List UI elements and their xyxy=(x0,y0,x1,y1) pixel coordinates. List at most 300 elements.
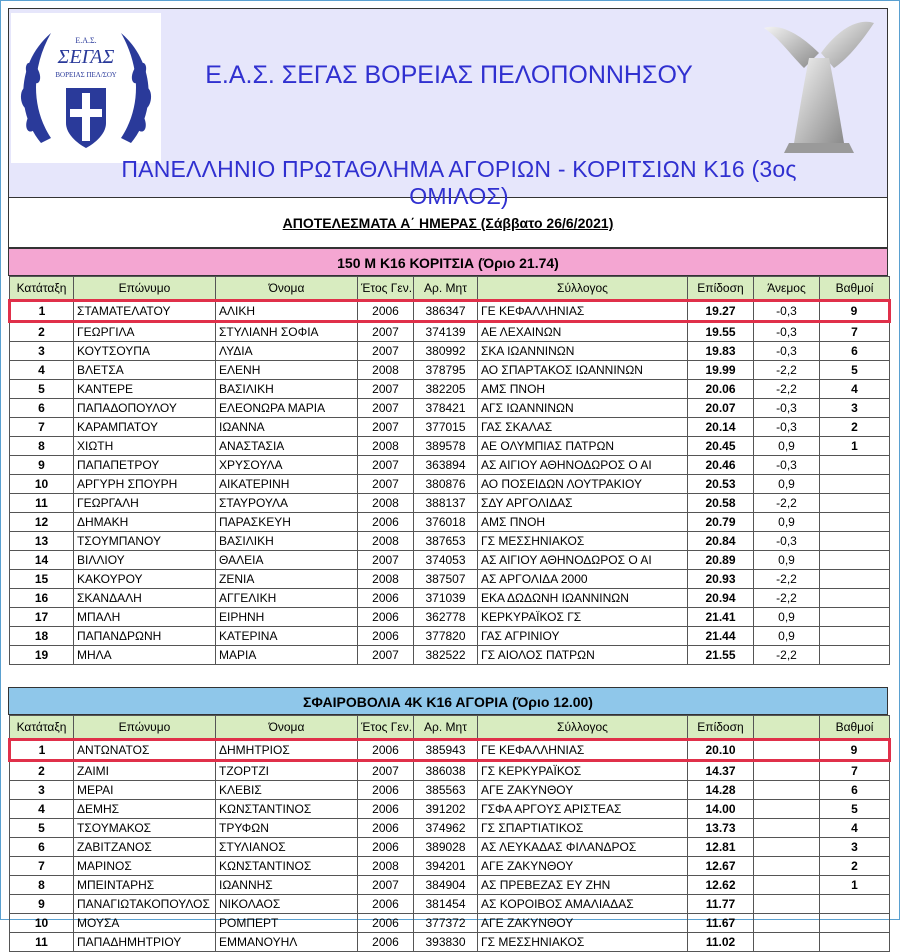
cell-reg-number: 374053 xyxy=(414,551,478,570)
cell-name: ΡΟΜΠΕΡΤ xyxy=(216,914,358,933)
cell-club: ΑΓΕ ΖΑΚΥΝΘΟΥ xyxy=(478,857,688,876)
segas-logo xyxy=(11,13,161,163)
cell-rank: 5 xyxy=(10,380,74,399)
cell-club: ΑΣ ΠΡΕΒΕΖΑΣ ΕΥ ΖΗΝ xyxy=(478,876,688,895)
cell-wind xyxy=(754,838,820,857)
col-header-birth-year: Έτος Γεν. xyxy=(358,716,414,740)
cell-birth-year: 2007 xyxy=(358,475,414,494)
cell-rank: 17 xyxy=(10,608,74,627)
cell-name: ΙΩΑΝΝΗΣ xyxy=(216,876,358,895)
cell-reg-number: 363894 xyxy=(414,456,478,475)
cell-name: ΚΩΝΣΤΑΝΤΙΝΟΣ xyxy=(216,857,358,876)
event-title-150m-girls: 150 Μ Κ16 ΚΟΡΙΤΣΙΑ (Όριο 21.74) xyxy=(8,248,888,276)
col-header-reg-number: Αρ. Μητ xyxy=(414,277,478,301)
cell-surname: ΚΑΚΟΥΡΟΥ xyxy=(74,570,216,589)
cell-reg-number: 387653 xyxy=(414,532,478,551)
cell-rank: 14 xyxy=(10,551,74,570)
cell-name: ΙΩΑΝΝΑ xyxy=(216,418,358,437)
col-header-wind: Άνεμος xyxy=(754,277,820,301)
cell-birth-year: 2006 xyxy=(358,933,414,952)
cell-surname: ΣΚΑΝΔΑΛΗ xyxy=(74,589,216,608)
cell-wind: -2,2 xyxy=(754,589,820,608)
cell-wind: -2,2 xyxy=(754,570,820,589)
cell-name: ΣΤΥΛΙΑΝΗ ΣΟΦΙΑ xyxy=(216,322,358,342)
table-row xyxy=(10,761,890,781)
cell-birth-year: 2008 xyxy=(358,570,414,589)
cell-reg-number: 378421 xyxy=(414,399,478,418)
cell-performance: 14.37 xyxy=(688,761,754,781)
cell-points xyxy=(820,532,890,551)
cell-points: 7 xyxy=(820,761,890,781)
cell-birth-year: 2006 xyxy=(358,914,414,933)
cell-points xyxy=(820,933,890,952)
cell-name: ΑΓΓΕΛΙΚΗ xyxy=(216,589,358,608)
table-row xyxy=(10,627,890,646)
cell-performance: 21.44 xyxy=(688,627,754,646)
cell-rank: 10 xyxy=(10,914,74,933)
cell-name: ΜΑΡΙΑ xyxy=(216,646,358,665)
cell-name: ΕΛΕΟΝΩΡΑ ΜΑΡΙΑ xyxy=(216,399,358,418)
cell-rank: 19 xyxy=(10,646,74,665)
cell-surname: ΒΙΛΛΙΟΥ xyxy=(74,551,216,570)
cell-rank: 3 xyxy=(10,781,74,800)
cell-birth-year: 2007 xyxy=(358,646,414,665)
cell-reg-number: 374962 xyxy=(414,819,478,838)
col-header-name: Όνομα xyxy=(216,277,358,301)
cell-points: 2 xyxy=(820,418,890,437)
cell-reg-number: 377372 xyxy=(414,914,478,933)
cell-points xyxy=(820,475,890,494)
cell-name: ΚΑΤΕΡΙΝΑ xyxy=(216,627,358,646)
cell-performance: 20.10 xyxy=(688,740,754,761)
cell-club: ΑΓΕ ΖΑΚΥΝΘΟΥ xyxy=(478,914,688,933)
cell-surname: ΒΛΕΤΣΑ xyxy=(74,361,216,380)
cell-wind xyxy=(754,876,820,895)
table-row xyxy=(10,876,890,895)
cell-performance: 11.67 xyxy=(688,914,754,933)
cell-club: ΑΕ ΛΕΧΑΙΝΩΝ xyxy=(478,322,688,342)
cell-reg-number: 362778 xyxy=(414,608,478,627)
cell-club: ΑΓΣ ΙΩΑΝΝΙΝΩΝ xyxy=(478,399,688,418)
cell-rank: 1 xyxy=(10,740,74,761)
cell-points xyxy=(820,456,890,475)
cell-surname: ΔΗΜΑΚΗ xyxy=(74,513,216,532)
cell-wind xyxy=(754,895,820,914)
table-row xyxy=(10,589,890,608)
table-row xyxy=(10,475,890,494)
cell-rank: 8 xyxy=(10,437,74,456)
cell-reg-number: 388137 xyxy=(414,494,478,513)
col-header-performance: Επίδοση xyxy=(688,277,754,301)
cell-rank: 7 xyxy=(10,857,74,876)
cell-club: ΓΣ ΣΠΑΡΤΙΑΤΙΚΟΣ xyxy=(478,819,688,838)
cell-performance: 12.81 xyxy=(688,838,754,857)
table-row xyxy=(10,513,890,532)
cell-birth-year: 2008 xyxy=(358,857,414,876)
cell-birth-year: 2007 xyxy=(358,761,414,781)
cell-performance: 20.89 xyxy=(688,551,754,570)
cell-performance: 12.67 xyxy=(688,857,754,876)
cell-points xyxy=(820,914,890,933)
table-row xyxy=(10,895,890,914)
cell-club: ΑΣ ΑΙΓΙΟΥ ΑΘΗΝΟΔΩΡΟΣ Ο ΑΙ xyxy=(478,456,688,475)
cell-reg-number: 387507 xyxy=(414,570,478,589)
cell-name: ΚΛΕΒΙΣ xyxy=(216,781,358,800)
cell-rank: 10 xyxy=(10,475,74,494)
cell-surname: ΜΠΕΙΝΤΑΡΗΣ xyxy=(74,876,216,895)
nike-statue-image xyxy=(759,13,879,153)
cell-wind: -2,2 xyxy=(754,646,820,665)
cell-points xyxy=(820,608,890,627)
cell-surname: ΓΕΩΡΓΙΛΑ xyxy=(74,322,216,342)
cell-performance: 20.58 xyxy=(688,494,754,513)
cell-club: ΑΟ ΠΟΣΕΙΔΩΝ ΛΟΥΤΡΑΚΙΟΥ xyxy=(478,475,688,494)
cell-wind: 0,9 xyxy=(754,551,820,570)
cell-rank: 16 xyxy=(10,589,74,608)
cell-name: ΑΙΚΑΤΕΡΙΝΗ xyxy=(216,475,358,494)
cell-points: 7 xyxy=(820,322,890,342)
cell-name: ΕΛΕΝΗ xyxy=(216,361,358,380)
cell-reg-number: 385563 xyxy=(414,781,478,800)
cell-points: 3 xyxy=(820,838,890,857)
cell-birth-year: 2006 xyxy=(358,513,414,532)
cell-points: 9 xyxy=(820,301,890,322)
cell-birth-year: 2007 xyxy=(358,322,414,342)
cell-surname: ΤΣΟΥΜΑΚΟΣ xyxy=(74,819,216,838)
table-row xyxy=(10,570,890,589)
cell-birth-year: 2006 xyxy=(358,608,414,627)
cell-reg-number: 385943 xyxy=(414,740,478,761)
cell-club: ΑΓΕ ΖΑΚΥΝΘΟΥ xyxy=(478,781,688,800)
cell-club: ΑΣ ΚΟΡΟΙΒΟΣ ΑΜΑΛΙΑΔΑΣ xyxy=(478,895,688,914)
col-header-wind xyxy=(754,716,820,740)
cell-rank: 7 xyxy=(10,418,74,437)
cell-rank: 13 xyxy=(10,532,74,551)
col-header-rank: Κατάταξη xyxy=(10,716,74,740)
table-header-row xyxy=(10,277,890,301)
cell-reg-number: 380992 xyxy=(414,342,478,361)
table-row xyxy=(10,740,890,761)
table-row xyxy=(10,608,890,627)
col-header-surname: Επώνυμο xyxy=(74,277,216,301)
cell-name: ΒΑΣΙΛΙΚΗ xyxy=(216,380,358,399)
cell-points xyxy=(820,895,890,914)
cell-birth-year: 2006 xyxy=(358,740,414,761)
cell-name: ΝΙΚΟΛΑΟΣ xyxy=(216,895,358,914)
cell-rank: 5 xyxy=(10,819,74,838)
cell-performance: 21.55 xyxy=(688,646,754,665)
cell-reg-number: 381454 xyxy=(414,895,478,914)
cell-reg-number: 382522 xyxy=(414,646,478,665)
cell-birth-year: 2006 xyxy=(358,895,414,914)
cell-birth-year: 2008 xyxy=(358,361,414,380)
logo-text-top: Ε.Α.Σ. xyxy=(75,36,97,45)
cell-birth-year: 2007 xyxy=(358,876,414,895)
cell-points: 4 xyxy=(820,819,890,838)
cell-wind xyxy=(754,761,820,781)
cell-name: ΔΗΜΗΤΡΙΟΣ xyxy=(216,740,358,761)
table-row xyxy=(10,800,890,819)
cell-performance: 20.94 xyxy=(688,589,754,608)
cell-points: 1 xyxy=(820,876,890,895)
cell-name: ΕΜΜΑΝΟΥΗΛ xyxy=(216,933,358,952)
championship-title: ΠΑΝΕΛΛΗΝΙΟ ΠΡΩΤΑΘΛΗΜΑ ΑΓΟΡΙΩΝ - ΚΟΡΙΤΣΙΩΝ Κ16 (3ος ΟΜΙΛΟΣ) xyxy=(121,156,797,209)
table-row xyxy=(10,342,890,361)
cell-performance: 19.55 xyxy=(688,322,754,342)
cell-reg-number: 378795 xyxy=(414,361,478,380)
col-header-name: Όνομα xyxy=(216,716,358,740)
cell-points xyxy=(820,494,890,513)
cell-name: ΛΥΔΙΑ xyxy=(216,342,358,361)
cell-surname: ΣΤΑΜΑΤΕΛΑΤΟΥ xyxy=(74,301,216,322)
cell-rank: 2 xyxy=(10,322,74,342)
cell-surname: ΠΑΝΑΓΙΩΤΑΚΟΠΟΥΛΟΣ xyxy=(74,895,216,914)
col-header-reg-number: Αρ. Μητ xyxy=(414,716,478,740)
cell-name: ΧΡΥΣΟΥΛΑ xyxy=(216,456,358,475)
cell-surname: ΓΕΩΡΓΑΛΗ xyxy=(74,494,216,513)
col-header-performance: Επίδοση xyxy=(688,716,754,740)
cell-name: ΠΑΡΑΣΚΕΥΗ xyxy=(216,513,358,532)
cell-birth-year: 2006 xyxy=(358,838,414,857)
cell-club: ΑΜΣ ΠΝΟΗ xyxy=(478,513,688,532)
cell-wind: -2,2 xyxy=(754,361,820,380)
col-header-points: Βαθμοί xyxy=(820,277,890,301)
table-row xyxy=(10,933,890,952)
cell-reg-number: 391202 xyxy=(414,800,478,819)
cell-reg-number: 386347 xyxy=(414,301,478,322)
event-title-shot-put-boys: ΣΦΑΙΡΟΒΟΛΙΑ 4Κ Κ16 ΑΓΟΡΙΑ (Όριο 12.00) xyxy=(8,687,888,715)
col-header-birth-year: Έτος Γεν. xyxy=(358,277,414,301)
cell-points: 5 xyxy=(820,361,890,380)
cell-birth-year: 2006 xyxy=(358,819,414,838)
cell-performance: 20.79 xyxy=(688,513,754,532)
cell-club: ΑΜΣ ΠΝΟΗ xyxy=(478,380,688,399)
table-row xyxy=(10,494,890,513)
table-row xyxy=(10,914,890,933)
cell-surname: ΠΑΠΑΝΔΡΩΝΗ xyxy=(74,627,216,646)
cell-club: ΕΚΑ ΔΩΔΩΝΗ ΙΩΑΝΝΙΝΩΝ xyxy=(478,589,688,608)
cell-name: ΒΑΣΙΛΙΚΗ xyxy=(216,532,358,551)
col-header-points: Βαθμοί xyxy=(820,716,890,740)
table-row xyxy=(10,418,890,437)
cell-rank: 8 xyxy=(10,876,74,895)
cell-performance: 20.93 xyxy=(688,570,754,589)
cell-name: ΖΕΝΙΑ xyxy=(216,570,358,589)
cell-rank: 18 xyxy=(10,627,74,646)
cell-performance: 20.84 xyxy=(688,532,754,551)
cell-points: 1 xyxy=(820,437,890,456)
cell-wind xyxy=(754,819,820,838)
cell-wind: -0,3 xyxy=(754,456,820,475)
cell-reg-number: 376018 xyxy=(414,513,478,532)
cell-wind: 0,9 xyxy=(754,475,820,494)
cell-rank: 3 xyxy=(10,342,74,361)
cell-reg-number: 386038 xyxy=(414,761,478,781)
cell-surname: ΑΝΤΩΝΑΤΟΣ xyxy=(74,740,216,761)
cell-performance: 20.46 xyxy=(688,456,754,475)
cell-rank: 11 xyxy=(10,933,74,952)
cell-birth-year: 2008 xyxy=(358,532,414,551)
cell-club: ΑΣ ΑΡΓΟΛΙΔΑ 2000 xyxy=(478,570,688,589)
table-row xyxy=(10,532,890,551)
cell-performance: 19.83 xyxy=(688,342,754,361)
cell-points xyxy=(820,646,890,665)
table-row xyxy=(10,819,890,838)
logo-text-main: ΣΕΓΑΣ xyxy=(57,46,115,68)
cell-points: 2 xyxy=(820,857,890,876)
cell-name: ΚΩΝΣΤΑΝΤΙΝΟΣ xyxy=(216,800,358,819)
cell-birth-year: 2006 xyxy=(358,301,414,322)
cell-points: 5 xyxy=(820,800,890,819)
table-row xyxy=(10,322,890,342)
cell-reg-number: 389578 xyxy=(414,437,478,456)
cell-surname: ΚΟΥΤΣΟΥΠΑ xyxy=(74,342,216,361)
cell-performance: 19.99 xyxy=(688,361,754,380)
cell-surname: ΚΑΝΤΕΡΕ xyxy=(74,380,216,399)
cell-rank: 6 xyxy=(10,838,74,857)
cell-surname: ΖΑΙΜΙ xyxy=(74,761,216,781)
table-row xyxy=(10,646,890,665)
cell-wind xyxy=(754,800,820,819)
cell-reg-number: 374139 xyxy=(414,322,478,342)
cell-reg-number: 389028 xyxy=(414,838,478,857)
cell-rank: 9 xyxy=(10,456,74,475)
cell-wind: -0,3 xyxy=(754,301,820,322)
cell-rank: 1 xyxy=(10,301,74,322)
cell-performance: 20.06 xyxy=(688,380,754,399)
cell-surname: ΜΑΡΙΝΟΣ xyxy=(74,857,216,876)
cell-surname: ΠΑΠΑΔΟΠΟΥΛΟΥ xyxy=(74,399,216,418)
table-row xyxy=(10,838,890,857)
cell-surname: ΑΡΓΥΡΗ ΣΠΟΥΡΗ xyxy=(74,475,216,494)
cell-performance: 11.77 xyxy=(688,895,754,914)
table-row xyxy=(10,361,890,380)
cell-club: ΓΣ ΜΕΣΣΗΝΙΑΚΟΣ xyxy=(478,532,688,551)
cell-performance: 20.45 xyxy=(688,437,754,456)
cell-wind: -0,3 xyxy=(754,322,820,342)
cell-name: ΕΙΡΗΝΗ xyxy=(216,608,358,627)
cell-surname: ΖΑΒΙΤΖΑΝΟΣ xyxy=(74,838,216,857)
table-row xyxy=(10,551,890,570)
cell-wind: -2,2 xyxy=(754,494,820,513)
cell-reg-number: 377015 xyxy=(414,418,478,437)
cell-rank: 4 xyxy=(10,800,74,819)
cell-performance: 14.28 xyxy=(688,781,754,800)
cell-birth-year: 2006 xyxy=(358,589,414,608)
cell-points xyxy=(820,570,890,589)
col-header-surname: Επώνυμο xyxy=(74,716,216,740)
cell-wind: -0,3 xyxy=(754,532,820,551)
cell-reg-number: 382205 xyxy=(414,380,478,399)
cell-reg-number: 393830 xyxy=(414,933,478,952)
table-row xyxy=(10,781,890,800)
col-header-club: Σύλλογος xyxy=(478,716,688,740)
cell-performance: 19.27 xyxy=(688,301,754,322)
table-row xyxy=(10,301,890,322)
cell-surname: ΚΑΡΑΜΠΑΤΟΥ xyxy=(74,418,216,437)
cell-club: ΑΟ ΣΠΑΡΤΑΚΟΣ ΙΩΑΝΝΙΝΩΝ xyxy=(478,361,688,380)
cell-club: ΓΣ ΜΕΣΣΗΝΙΑΚΟΣ xyxy=(478,933,688,952)
organization-title: Ε.Α.Σ. ΣΕΓΑΣ ΒΟΡΕΙΑΣ ΠΕΛΟΠΟΝΝΗΣΟΥ xyxy=(205,61,693,89)
cell-rank: 6 xyxy=(10,399,74,418)
cell-club: ΓΣ ΚΕΡΚΥΡΑΪΚΟΣ xyxy=(478,761,688,781)
cell-rank: 12 xyxy=(10,513,74,532)
cell-wind xyxy=(754,857,820,876)
table-row xyxy=(10,857,890,876)
cell-club: ΑΕ ΟΛΥΜΠΙΑΣ ΠΑΤΡΩΝ xyxy=(478,437,688,456)
cell-birth-year: 2006 xyxy=(358,781,414,800)
cell-surname: ΤΣΟΥΜΠΑΝΟΥ xyxy=(74,532,216,551)
cell-name: ΣΤΥΛΙΑΝΟΣ xyxy=(216,838,358,857)
cell-performance: 14.00 xyxy=(688,800,754,819)
cell-wind xyxy=(754,781,820,800)
cell-club: ΓΑΣ ΑΓΡΙΝΙΟΥ xyxy=(478,627,688,646)
results-table-150m-girls xyxy=(8,276,891,665)
cell-wind: 0,9 xyxy=(754,513,820,532)
cell-wind: -0,3 xyxy=(754,418,820,437)
cell-club: ΚΕΡΚΥΡΑΪΚΟΣ ΓΣ xyxy=(478,608,688,627)
cell-name: ΑΝΑΣΤΑΣΙΑ xyxy=(216,437,358,456)
table-row xyxy=(10,399,890,418)
table-header-row xyxy=(10,716,890,740)
cell-club: ΑΣ ΑΙΓΙΟΥ ΑΘΗΝΟΔΩΡΟΣ Ο ΑΙ xyxy=(478,551,688,570)
cell-points xyxy=(820,551,890,570)
document-header xyxy=(8,8,888,209)
cell-birth-year: 2007 xyxy=(358,342,414,361)
cell-club: ΣΚΑ ΙΩΑΝΝΙΝΩΝ xyxy=(478,342,688,361)
cell-reg-number: 384904 xyxy=(414,876,478,895)
table-row xyxy=(10,380,890,399)
cell-points: 9 xyxy=(820,740,890,761)
cell-performance: 13.73 xyxy=(688,819,754,838)
cell-points xyxy=(820,589,890,608)
cell-points: 4 xyxy=(820,380,890,399)
cell-birth-year: 2006 xyxy=(358,627,414,646)
cell-wind xyxy=(754,933,820,952)
cell-wind: 0,9 xyxy=(754,627,820,646)
cell-wind: 0,9 xyxy=(754,608,820,627)
cell-points xyxy=(820,513,890,532)
cell-surname: ΜΕΡΑΙ xyxy=(74,781,216,800)
cell-birth-year: 2007 xyxy=(358,551,414,570)
results-document xyxy=(8,8,888,952)
cell-surname: ΔΕΜΗΣ xyxy=(74,800,216,819)
cell-club: ΓΕ ΚΕΦΑΛΛΗΝΙΑΣ xyxy=(478,301,688,322)
cell-wind xyxy=(754,914,820,933)
col-header-rank: Κατάταξη xyxy=(10,277,74,301)
cell-birth-year: 2007 xyxy=(358,456,414,475)
cell-wind xyxy=(754,740,820,761)
cell-birth-year: 2008 xyxy=(358,437,414,456)
cell-birth-year: 2007 xyxy=(358,418,414,437)
cell-performance: 11.02 xyxy=(688,933,754,952)
cell-surname: ΧΙΩΤΗ xyxy=(74,437,216,456)
cell-name: ΤΡΥΦΩΝ xyxy=(216,819,358,838)
table-row xyxy=(10,456,890,475)
cell-wind: -0,3 xyxy=(754,342,820,361)
cell-club: ΣΔΥ ΑΡΓΟΛΙΔΑΣ xyxy=(478,494,688,513)
cell-points xyxy=(820,627,890,646)
cell-rank: 11 xyxy=(10,494,74,513)
cell-rank: 15 xyxy=(10,570,74,589)
cell-rank: 2 xyxy=(10,761,74,781)
cell-performance: 20.07 xyxy=(688,399,754,418)
cell-performance: 12.62 xyxy=(688,876,754,895)
cell-surname: ΜΠΑΛΗ xyxy=(74,608,216,627)
cell-performance: 21.41 xyxy=(688,608,754,627)
cell-wind: -2,2 xyxy=(754,380,820,399)
cell-birth-year: 2006 xyxy=(358,800,414,819)
